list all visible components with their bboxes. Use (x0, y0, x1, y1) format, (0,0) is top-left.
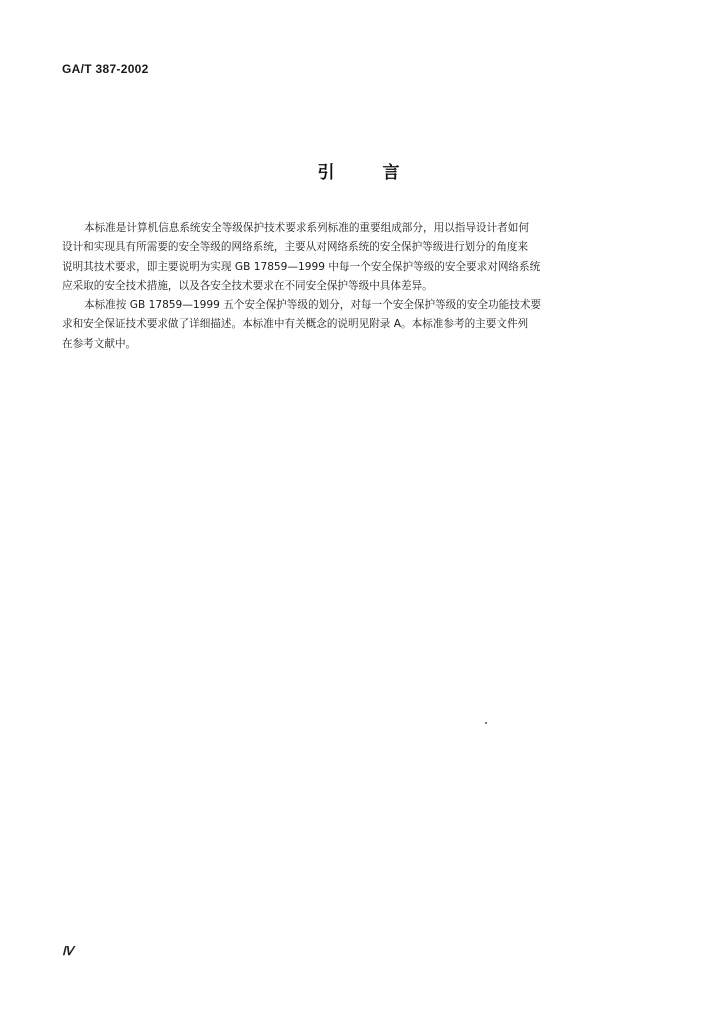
paragraph-1-line-4: 应采取的安全技术措施，以及各安全技术要求在不同安全保护等级中具体差异。 (62, 279, 433, 292)
paragraph-2-line-3: 在参考文献中。 (62, 337, 137, 350)
paragraph-1-line-1: 本标准是计算机信息系统安全等级保护技术要求系列标准的重要组成部分，用以指导设计者如何 (84, 222, 529, 234)
introduction-body (62, 219, 660, 354)
paragraph-2-line-2: 求和安全保证技术要求做了详细描述。本标准中有关概念的说明见附录 A。本标准参考的主要文件列 (62, 318, 529, 331)
paragraph-1-line-3: 说明其技术要求，即主要说明为实现 GB 17859—1999 中每一个安全保护等级的安全要求对网络系统 (62, 260, 541, 273)
paragraph-1-line-2: 设计和实现具有所需要的安全等级的网络系统，主要从对网络系统的安全保护等级进行划分的角度来 (62, 241, 529, 254)
page-number: Ⅳ (62, 944, 74, 958)
title-char-2: 言 (382, 163, 400, 183)
paragraph-2-line-1: 本标准按 GB 17859—1999 五个安全保护等级的划分，对每一个安全保护等级的安全功能技术要 (84, 299, 542, 312)
title-char-1: 引 (317, 163, 335, 183)
scan-speck (485, 722, 487, 724)
standard-code: GA/T 387-2002 (62, 62, 149, 76)
page-title (0, 158, 717, 183)
